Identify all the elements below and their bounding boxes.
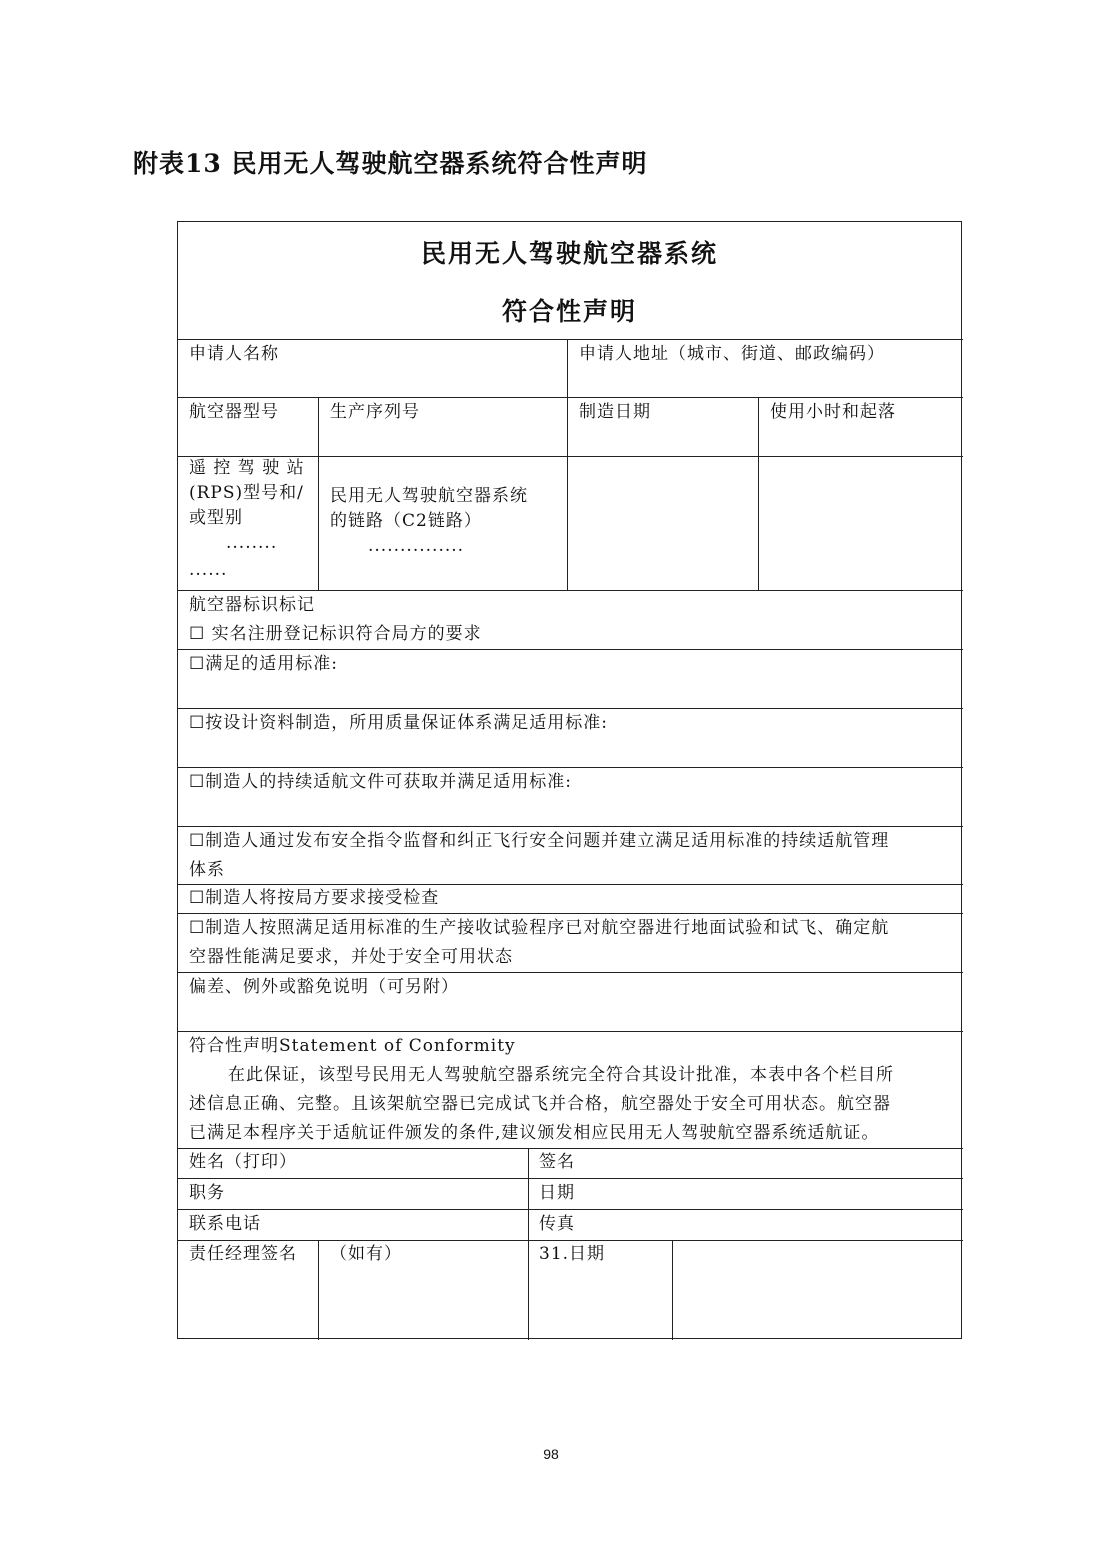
statement-text-line3: 已满足本程序关于适航证件颁发的条件,建议颁发相应民用无人驾驶航空器系统适航证。 (189, 1123, 880, 1143)
manager-signature-label: 责任经理签名 (189, 1244, 297, 1264)
standards-checkbox-item[interactable]: ☐满足的适用标准: (189, 654, 338, 674)
safety-directive-checkbox-item[interactable]: ☐制造人通过发布安全指令监督和纠正飞行安全问题并建立满足适用标准的持续适航管理 (189, 831, 890, 851)
safety-directive-line2: 体系 (189, 860, 225, 880)
col-divider (758, 397, 759, 590)
col-divider (672, 1240, 673, 1340)
col-divider (318, 1240, 319, 1340)
statement-text-line1: 在此保证，该型号民用无人驾驶航空器系统完全符合其设计批准，本表中各个栏目所 (228, 1065, 894, 1085)
design-checkbox-item[interactable]: ☐按设计资料制造，所用质量保证体系满足适用标准: (189, 713, 608, 733)
conformity-form (177, 221, 962, 1339)
form-title-line2: 符合性声明 (501, 297, 637, 326)
form-title-line1: 民用无人驾驶航空器系统 (420, 239, 718, 268)
ground-flight-test-checkbox-item[interactable]: ☐制造人按照满足适用标准的生产接收试验程序已对航空器进行地面试验和试飞、确定航 (189, 918, 890, 938)
date-31-label: 31.日期 (539, 1244, 606, 1264)
date-label: 日期 (539, 1183, 575, 1203)
id-mark-checkbox-item[interactable]: ☐ 实名注册登记标识符合局方的要求 (189, 624, 482, 644)
id-mark-title: 航空器标识标记 (189, 595, 315, 615)
usage-hours-label: 使用小时和起落 (770, 402, 896, 422)
applicant-address-label: 申请人地址（城市、街道、邮政编码） (579, 344, 885, 364)
c2-link-label-line1: 民用无人驾驶航空器系统 (330, 486, 528, 506)
serial-number-label: 生产序列号 (330, 402, 420, 422)
position-label: 职务 (189, 1183, 225, 1203)
page-heading: 附表13 民用无人驾驶航空器系统符合性声明 (133, 149, 648, 178)
rps-dots-line1: ........ (226, 533, 278, 553)
rps-label-line1: 遥 控 驾 驶 站 (189, 458, 305, 478)
if-any-label: （如有） (330, 1244, 402, 1264)
ground-flight-test-line2: 空器性能满足要求，并处于安全可用状态 (189, 947, 513, 967)
fax-label: 传真 (539, 1214, 575, 1234)
applicant-name-label: 申请人名称 (189, 344, 279, 364)
rps-label-line3: 或型别 (189, 508, 243, 528)
statement-text-line2: 述信息正确、完整。且该架航空器已完成试飞并合格，航空器处于安全可用状态。航空器 (189, 1094, 891, 1114)
deviation-label: 偏差、例外或豁免说明（可另附） (189, 977, 459, 997)
c2-link-label-line2: 的链路（C2链路） (330, 511, 482, 531)
phone-label: 联系电话 (189, 1214, 261, 1234)
aircraft-model-label: 航空器型号 (189, 402, 279, 422)
col-divider (567, 339, 568, 590)
name-print-label: 姓名（打印） (189, 1152, 297, 1172)
statement-title: 符合性声明Statement of Conformity (189, 1036, 516, 1056)
inspection-checkbox-item[interactable]: ☐制造人将按局方要求接受检查 (189, 888, 440, 908)
rps-dots-line2: ...... (189, 560, 228, 580)
rps-label-line2: (RPS)型号和/ (189, 483, 304, 503)
page-number: 98 (543, 1446, 559, 1462)
col-divider (318, 397, 319, 590)
signature-label: 签名 (539, 1152, 575, 1172)
manufacture-date-label: 制造日期 (579, 402, 651, 422)
c2-link-dots: ............... (368, 536, 465, 556)
col-divider (528, 1148, 529, 1340)
continuing-airworthiness-checkbox-item[interactable]: ☐制造人的持续适航文件可获取并满足适用标准: (189, 772, 572, 792)
